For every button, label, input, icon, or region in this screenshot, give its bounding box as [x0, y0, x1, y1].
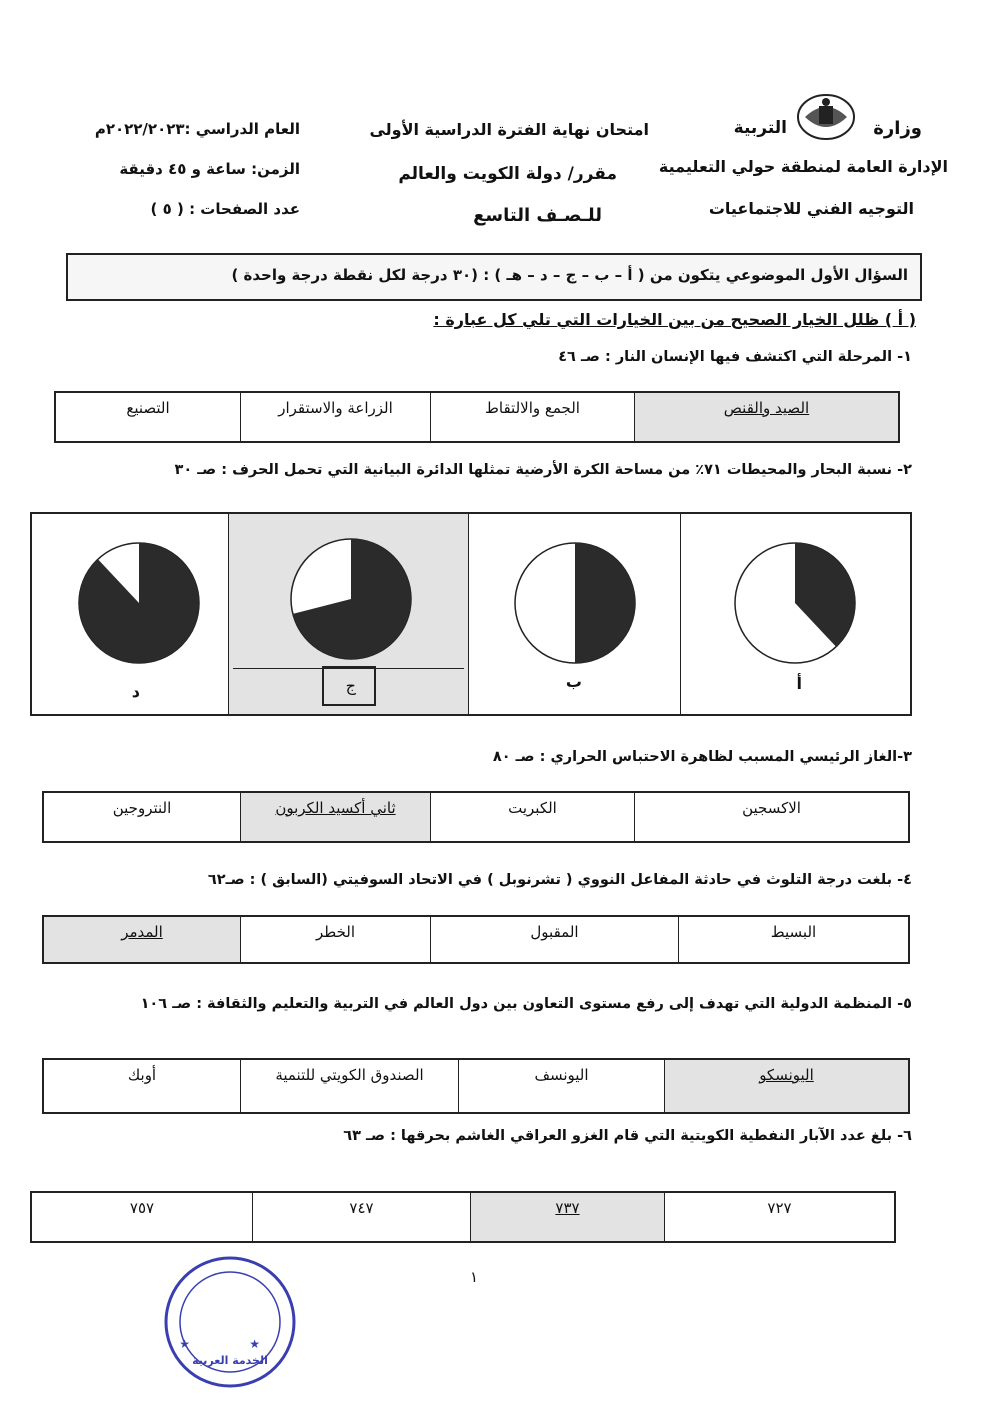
question-5: ٥- المنظمة الدولية التي تهدف إلى رفع مستوى التعاون بين دول العالم في التربية والتعليم والثقافة : صـ ١٠٦: [140, 996, 912, 1012]
pie-chart-a: [730, 538, 860, 668]
pie-option-d[interactable]: [32, 514, 228, 714]
section-title-box: [66, 253, 922, 301]
pie-label-b: ب: [565, 672, 582, 691]
option-q6-b[interactable]: ٧٣٧: [470, 1193, 664, 1241]
option-q5-c[interactable]: الصندوق الكويتي للتنمية: [240, 1060, 458, 1112]
pie-option-c[interactable]: [228, 514, 468, 714]
pie-label-a: أ: [796, 674, 802, 693]
page-count: عدد الصفحات : ( ٥ ): [150, 200, 300, 218]
ministry-word2: التربية: [733, 118, 787, 138]
options-q4: [42, 915, 910, 964]
options-q6: [30, 1191, 896, 1243]
department: التوجيه الفني للاجتماعيات: [708, 199, 914, 218]
option-q3-c[interactable]: ثاني أكسيد الكربون: [240, 793, 430, 841]
options-q1: [54, 391, 900, 443]
pie-label-c: ج: [345, 676, 356, 695]
stamp-text: [160, 1252, 166, 1255]
pie-option-b[interactable]: [468, 514, 680, 714]
exam-title: امتحان نهاية الفترة الدراسية الأولى: [369, 120, 649, 139]
option-q3-d[interactable]: النتروجين: [112, 799, 172, 817]
options-q5: [42, 1058, 910, 1114]
directorate: الإدارة العامة لمنطقة حولي التعليمية: [658, 157, 948, 176]
part-a-instruction: ( أ ) ظلل الخيار الصحيح من بين الخيارات التي تلي كل عبارة :: [433, 310, 916, 329]
option-q1-a[interactable]: الصيد والقنص: [634, 393, 898, 441]
option-q6-a[interactable]: ٧٢٧: [664, 1193, 894, 1241]
page-number: ١: [470, 1268, 479, 1286]
option-q3-b[interactable]: الكبريت: [430, 793, 634, 841]
course-title: مقرر/ دولة الكويت والعالم: [398, 164, 617, 184]
pie-chart-c: [286, 534, 416, 664]
pie-slice-d: [79, 543, 199, 663]
option-q4-c[interactable]: الخطر: [240, 917, 430, 962]
exam-duration: الزمن: ساعة و ٤٥ دقيقة: [119, 160, 300, 178]
option-q5-a[interactable]: اليونسكو: [664, 1060, 908, 1112]
pie-chart-d: [74, 538, 204, 668]
question-4: ٤- بلغت درجة التلوث في حادثة المفاعل النووي ( تشرنوبل ) في الاتحاد السوفيتي (السابق ) : صـ٦٢: [207, 872, 912, 888]
option-q4-a[interactable]: البسيط: [678, 917, 908, 962]
option-q1-b[interactable]: الجمع والالتقاط: [430, 393, 634, 441]
school-year: العام الدراسي :٢٠٢٢/٢٠٢٣م: [94, 120, 300, 138]
question-3: ٣-الغاز الرئيسي المسبب لظاهرة الاحتباس الحراري : صـ ٨٠: [492, 749, 912, 765]
option-q4-d[interactable]: المدمر: [44, 917, 240, 962]
svg-text:الإدارة العامة لمنطقة حولي الت: [160, 1252, 166, 1255]
answer-box: [322, 666, 376, 706]
emblem: [795, 92, 857, 142]
star-icon: ★: [249, 1337, 260, 1351]
option-q1-d[interactable]: التصنيع: [126, 399, 170, 417]
star-icon: ★: [179, 1337, 190, 1351]
pie-label-d: د: [131, 682, 140, 701]
option-q3-a[interactable]: الاكسجين: [634, 793, 908, 841]
options-q3: [42, 791, 910, 843]
section-title: السؤال الأول الموضوعي يتكون من ( أ – ب – ج – د – هـ ) : (٣٠ درجة لكل نقطة درجة واحدة ): [231, 266, 908, 284]
option-q6-d[interactable]: ٧٥٧: [129, 1199, 155, 1217]
stamp-subtext: الخدمة العربية: [192, 1354, 268, 1367]
option-q5-d[interactable]: أوبك: [127, 1066, 157, 1084]
option-q4-b[interactable]: المقبول: [430, 917, 678, 962]
option-q6-c[interactable]: ٧٤٧: [252, 1193, 470, 1241]
official-stamp: [160, 1252, 300, 1392]
grade-title: للـصـف التاسع: [473, 205, 602, 226]
pie-chart-b: [510, 538, 640, 668]
option-q5-b[interactable]: اليونسف: [458, 1060, 664, 1112]
ministry-word1: وزارة: [873, 118, 922, 139]
pie-option-a[interactable]: [680, 514, 910, 714]
question-2: ٢- نسبة البحار والمحيطات ٧١٪ من مساحة الكرة الأرضية تمثلها الدائرة البيانية التي تحمل الحرف : صـ ٣٠: [174, 462, 912, 478]
question-6: ٦- بلغ عدد الآبار النفطية الكويتية التي قام الغزو العراقي الغاشم بحرقها : صـ ٦٣: [343, 1128, 912, 1144]
pie-slice-b: [575, 543, 635, 663]
question-1: ١- المرحلة التي اكتشف فيها الإنسان النار : صـ ٤٦: [558, 349, 912, 365]
pie-options: [30, 512, 912, 716]
option-q1-c[interactable]: الزراعة والاستقرار: [240, 393, 430, 441]
